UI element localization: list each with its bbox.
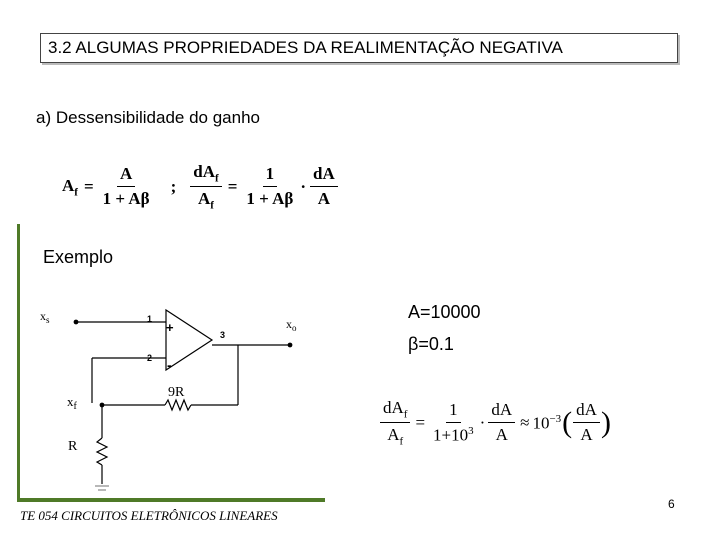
opamp-circuit	[20, 290, 340, 500]
gain-value: A=10000	[408, 302, 481, 322]
inverting-sign: -	[167, 357, 172, 373]
equals-sign: =	[83, 176, 94, 196]
af-lhs: $A_f$	[62, 175, 78, 199]
sensitivity-lhs-fraction: $\frac{dA_f}{A_f}$	[190, 162, 221, 212]
gain-fraction: $\frac{A}{1 + A\beta}$	[102, 164, 150, 209]
f3-equals: =	[415, 412, 426, 432]
separator: ;	[170, 176, 177, 196]
xo-terminal	[288, 343, 293, 348]
xs-label: $x_s$	[40, 309, 50, 325]
f3-coefficient: $10^{-3}$	[532, 412, 562, 433]
ground-resistor-label: R	[68, 439, 78, 454]
non-inverting-sign: +	[166, 320, 174, 335]
slide-title-box	[40, 33, 678, 63]
f3-right-paren: )	[600, 405, 611, 439]
xf-label: $x_f$	[67, 394, 77, 412]
sensitivity-rhs-fraction: $\frac{dA}{A}$	[310, 164, 338, 209]
opamp-triangle	[166, 310, 212, 370]
course-footer: TE 054 CIRCUITOS ELETRÔNICOS LINEARES	[20, 508, 278, 523]
f3-left-paren: (	[562, 405, 573, 439]
gain-formula	[62, 162, 338, 212]
sensitivity-mid-fraction: $\frac{1}{1 + A\beta}$	[246, 164, 294, 209]
f3-dot: ·	[479, 412, 486, 432]
xo-label: $x_o$	[286, 317, 297, 333]
pin-2-label: 2	[147, 353, 153, 363]
example-label: Exemplo	[43, 247, 114, 267]
numeric-sensitivity-formula	[380, 398, 612, 448]
f3-paren-fraction: $\frac{dA}{A}$	[573, 400, 600, 445]
f3-mid-fraction: $\frac{1}{1+10^3}$	[433, 400, 474, 445]
pin-3-label: 3	[220, 330, 226, 340]
equals-sign-2: =	[227, 176, 238, 196]
feedback-resistor-label: 9R	[168, 385, 185, 400]
ground-resistor	[97, 438, 107, 465]
page-number: 6	[668, 497, 675, 511]
pin-1-label: 1	[147, 314, 153, 324]
feedback-resistor	[165, 400, 191, 410]
xs-terminal	[74, 320, 79, 325]
xf-node	[100, 403, 105, 408]
f3-rhs-fraction: $\frac{dA}{A}$	[488, 400, 515, 445]
section-subheading: a) Dessensibilidade do ganho	[36, 108, 260, 127]
f3-approx: ≈	[520, 412, 530, 432]
beta-value: β=0.1	[408, 334, 454, 354]
f3-lhs-fraction: $\frac{dA_f}{A_f}$	[380, 398, 410, 448]
slide-title: 3.2 ALGUMAS PROPRIEDADES DA REALIMENTAÇÃO NEGATIVA	[48, 38, 563, 57]
multiply-dot: ·	[300, 176, 307, 196]
